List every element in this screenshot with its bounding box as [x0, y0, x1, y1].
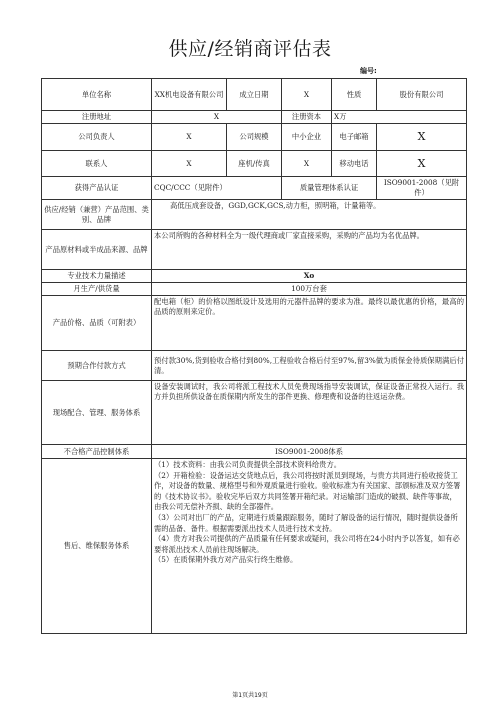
scope-value: 高低压成套设备，GGD,GCK,GCS,动力柜，照明箱，计量箱等。 [152, 200, 467, 230]
phone-label: 座机/传真 [227, 151, 282, 177]
payment-label: 预期合作付款方式 [42, 351, 152, 381]
capital-label: 注册资本 [282, 111, 332, 124]
page-title: 供应/经销商评估表 [168, 38, 332, 60]
site-value: 设备安装调试时，我公司将派工程技术人员免费现场指导安装调试，保证设备正常投入运行。我方并负担所供设备在质保期内所发生的部件更换、修理费和设备的往返运杂费。 [152, 381, 467, 445]
after-item-3: （3）公司对出厂的产品，定期进行质量跟踪服务，随时了解设备的运行情况，随时提供设备所需的品备、备件。根据需要派出技术人员进行技术支持。 [154, 512, 458, 533]
mobile-value: X [377, 151, 467, 177]
page-footer: 第1页共19页 [232, 692, 268, 699]
email-label: 电子邮箱 [332, 124, 377, 151]
after-item-4: （4）贵方对我公司提供的产品质量有任何要求或疑问，我公司将在24小时内予以答复，如有必要将派出技术人员前往现场解决。 [154, 534, 460, 554]
established-value: X [282, 79, 332, 111]
manager-label: 公司负责人 [42, 124, 152, 151]
contact-value: X [152, 151, 227, 177]
manager-value: X [152, 124, 227, 151]
unit-name-label: 单位名称 [42, 79, 152, 111]
established-label: 成立日期 [227, 79, 282, 111]
payment-value: 预付款30%,货到验收合格付到80%,工程验收合格后付至97%,留3%做为质保金待质保期满后付清。 [152, 351, 467, 381]
qms-label: 质量管理体系认证 [282, 177, 377, 200]
unit-name-value: XX机电设备有限公司 [152, 79, 227, 111]
address-value: X [152, 111, 282, 124]
after-label: 售后、维保服务体系 [42, 459, 152, 634]
capacity-value: 100万台套 [152, 283, 467, 296]
nature-value: 股份有限公司 [377, 79, 467, 111]
evaluation-table [41, 78, 467, 634]
email-value: X [377, 124, 467, 151]
cert-label: 获得产品认证 [42, 177, 152, 200]
number-label: 编号: [360, 67, 377, 75]
material-value: 本公司所购的各种材料全为一级代理商或厂家直接采购，采购的产品均为名优品牌。 [152, 230, 467, 270]
mobile-label: 移动电话 [332, 151, 377, 177]
qms-value: ISO9001-2008（见附件） [377, 177, 467, 200]
tech-label: 专业技术力量描述 [42, 270, 152, 283]
scale-label: 公司规模 [227, 124, 282, 151]
contact-label: 联系人 [42, 151, 152, 177]
scope-label: 供应/经销（兼营）产品范围、类别、品牌 [42, 200, 152, 230]
phone-value: X [282, 151, 332, 177]
nonconform-label: 不合格产品控制体系 [42, 445, 152, 459]
scale-value: 中小企业 [282, 124, 332, 151]
material-label: 产品原材料或半成品来源、品牌 [42, 230, 152, 270]
after-item-2: （2）开箱检验：设备运达交货地点后，我公司将按时派员到现场，与贵方共同进行验收接货工作，对设备的数量、规格型号和外观质量进行验收。验收标准为有关国家、部颁标准及双方签署的《技术协议书》。验收完毕后双方共同签署开箱纪录。对运输部门造成的破损、缺件等事故，由我公司无偿补齐损、缺的全部器件。 [154, 470, 461, 512]
price-value: 配电箱（柜）的价格以图纸设计及选用的元器件品牌的要求为准。最终以最优惠的价格，最高的品质的原则来定价。 [152, 296, 467, 351]
cert-value: CQC/CCC（见附件） [152, 177, 282, 200]
nature-label: 性质 [332, 79, 377, 111]
capital-value: X万 [332, 111, 467, 124]
price-label: 产品价格、品质（可附表） [42, 296, 152, 351]
nonconform-value: ISO9001-2008体系 [152, 445, 467, 459]
after-item-5: （5）在质保期外我方对产品实行终生维修。 [154, 555, 298, 565]
site-label: 现场配合、管理、服务体系 [42, 381, 152, 445]
address-label: 注册地址 [42, 111, 152, 124]
tech-value: Xo [152, 270, 467, 283]
after-item-1: （1）技术资料：由我公司负责提供全部技术资料给贵方。 [154, 460, 342, 469]
capacity-label: 月生产/供货量 [42, 283, 152, 296]
after-service-list [152, 459, 467, 634]
